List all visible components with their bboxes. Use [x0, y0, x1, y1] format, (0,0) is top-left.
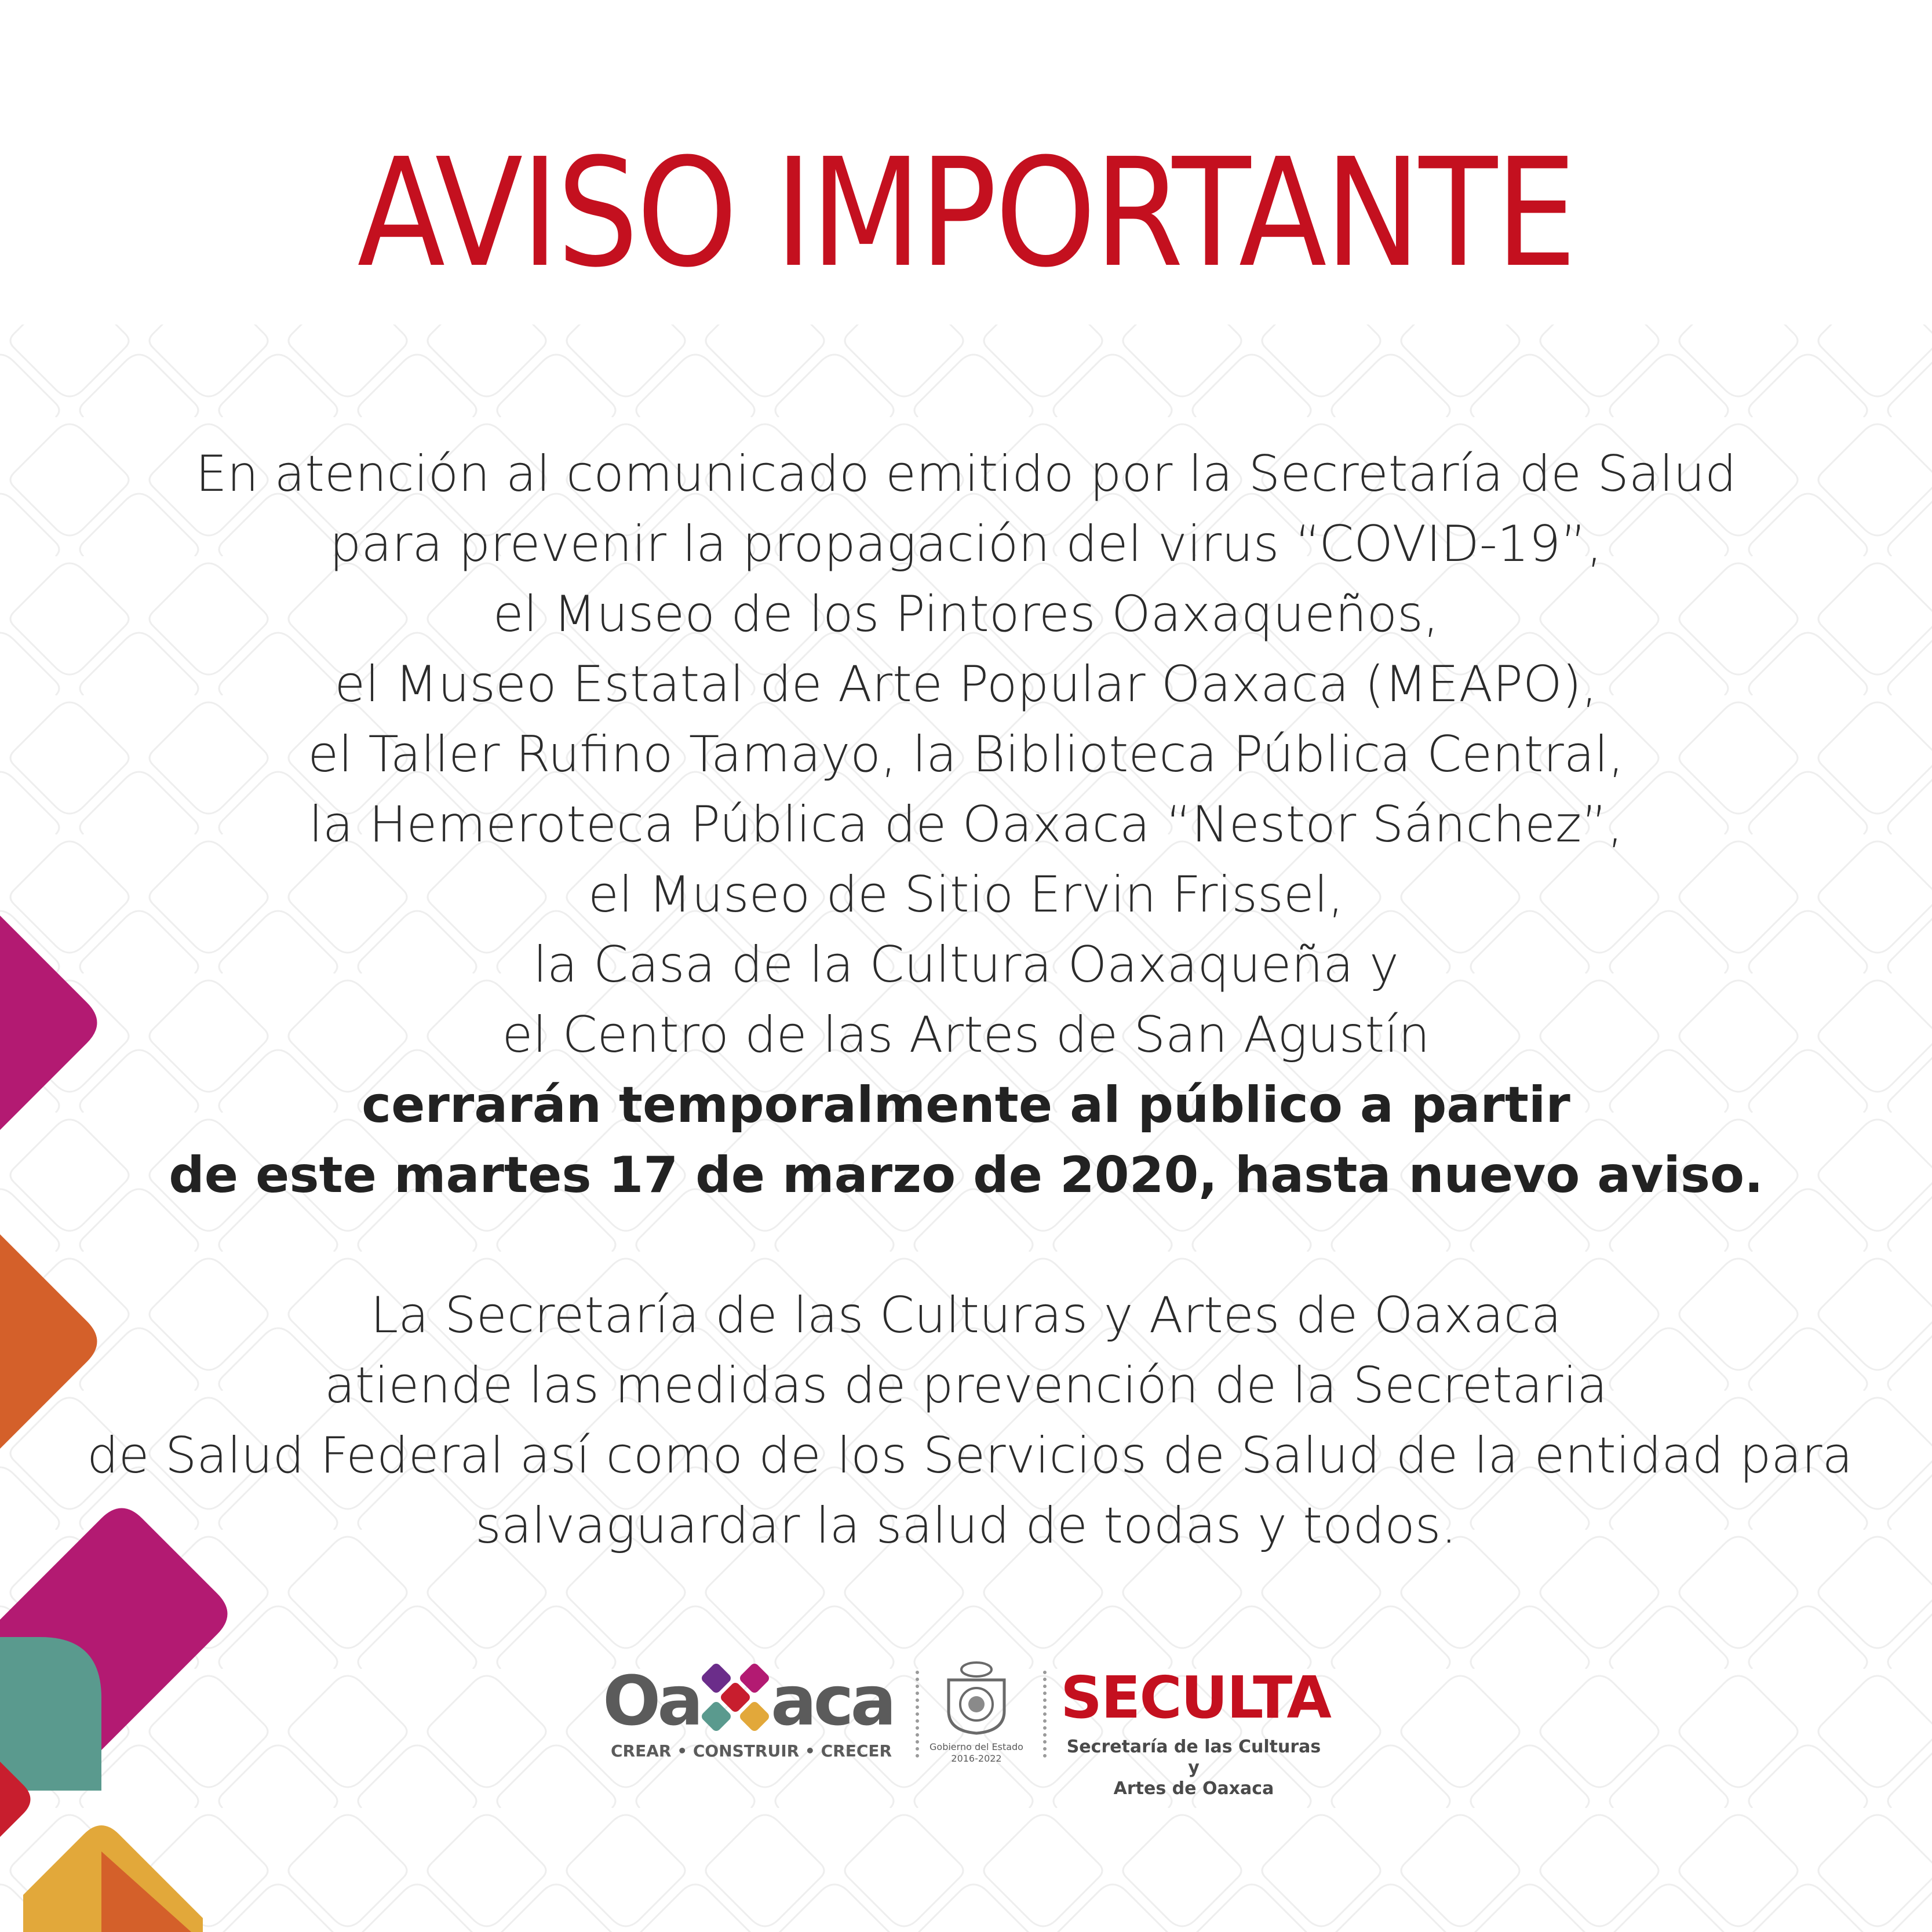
seculta-subtitle: [1060, 1737, 1327, 1799]
divider: [916, 1671, 924, 1758]
body-line: el Taller Rufino Tamayo, la Biblioteca Pública Central,: [308, 726, 1624, 783]
oaxaca-x-icon: [701, 1663, 770, 1731]
oaxaca-logo-suffix: aca: [770, 1661, 894, 1741]
oaxaca-tagline: CREAR • CONSTRUIR • CRECER: [611, 1741, 892, 1760]
closure-notice-line: de este martes 17 de marzo de 2020, hasta nuevo aviso.: [169, 1146, 1763, 1204]
body-line: salvaguardar la salud de todas y todos.: [475, 1497, 1457, 1555]
seculta-line: Artes de Oaxaca: [1113, 1778, 1274, 1799]
divider: [1043, 1671, 1051, 1758]
body-line: En atención al comunicado emitido por la Secretaría de Salud: [195, 445, 1737, 503]
oaxaca-logo-prefix: Oa: [603, 1661, 700, 1741]
body-line: el Centro de las Artes de San Agustín: [502, 1006, 1430, 1064]
oaxaca-logo: [603, 1660, 893, 1741]
teal-shape: [0, 1637, 101, 1791]
body-line: atiende las medidas de prevención de la Secretaria: [325, 1357, 1607, 1415]
gobierno-caption: [924, 1741, 1029, 1765]
seculta-logo: SECULTA: [1060, 1664, 1330, 1731]
gobierno-years: 2016-2022: [951, 1753, 1002, 1764]
body-line: el Museo de los Pintores Oaxaqueños,: [493, 585, 1439, 643]
paragraph-gap: [87, 1211, 1845, 1281]
state-seal-icon: [936, 1660, 1017, 1736]
body-line: la Casa de la Cultura Oaxaqueña y: [533, 936, 1399, 994]
seculta-line: Secretaría de las Culturas y: [1066, 1737, 1321, 1778]
body-line: de Salud Federal así como de los Servicios de Salud de la entidad para: [87, 1427, 1853, 1485]
body-line: la Hemeroteca Pública de Oaxaca “Nestor Sánchez”,: [308, 796, 1624, 854]
body-line: La Secretaría de las Culturas y Artes de Oaxaca: [370, 1286, 1562, 1344]
magenta-diamond-top: [0, 916, 97, 1130]
notice-body: [87, 439, 1853, 1561]
page-title: AVISO IMPORTANTE: [357, 126, 1575, 300]
body-line: el Museo Estatal de Arte Popular Oaxaca (MEAPO),: [334, 655, 1598, 713]
body-line: el Museo de Sitio Ervin Frissel,: [588, 866, 1344, 924]
closure-notice-line: cerrarán temporalmente al público a partir: [362, 1076, 1570, 1134]
body-line: para prevenir la propagación del virus “COVID-19”,: [329, 515, 1603, 573]
gobierno-line: Gobierno del Estado: [929, 1741, 1023, 1752]
orange-diamond: [0, 1234, 97, 1449]
footer-logos: [603, 1660, 1333, 1799]
